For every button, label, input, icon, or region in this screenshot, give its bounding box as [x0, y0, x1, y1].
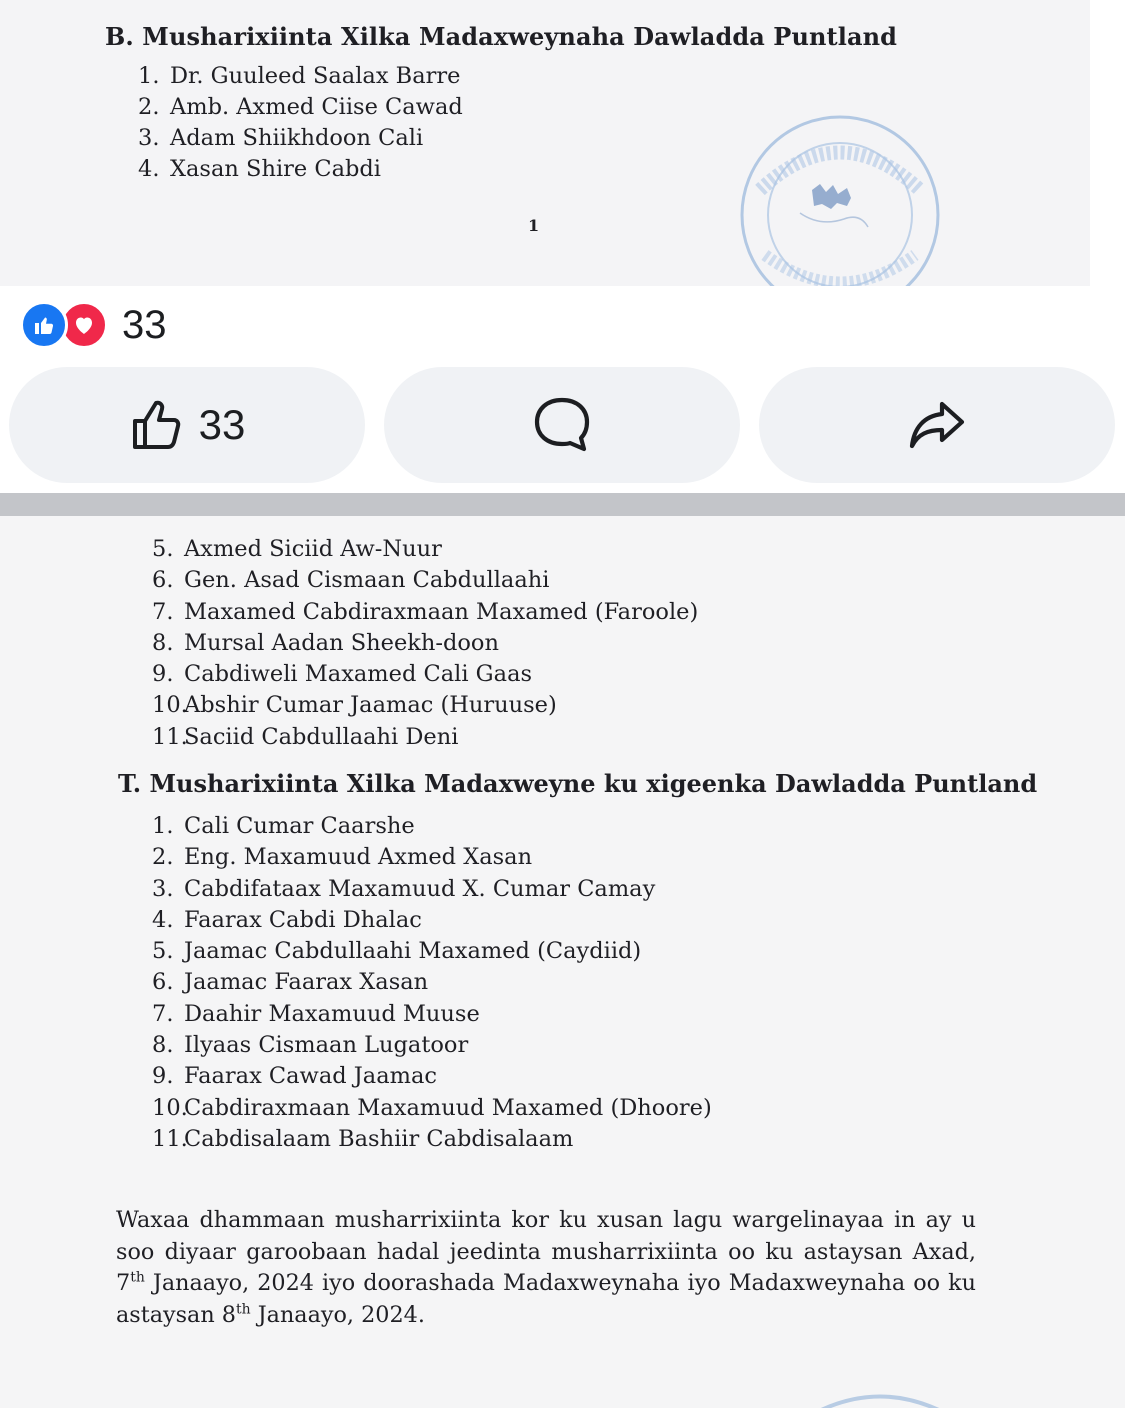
list-number: 2.: [138, 94, 160, 120]
official-stamp: [730, 95, 950, 286]
presidential-candidate-list-continued: [152, 536, 698, 755]
candidate-name: Eng. Maxamuud Axmed Xasan: [184, 844, 533, 871]
candidate-name: Cabdisalaam Bashiir Cabdisalaam: [184, 1125, 574, 1152]
candidate-name: Mursal Aadan Sheekh-doon: [184, 629, 499, 656]
list-number: 10.: [152, 1094, 188, 1121]
list-number: 8.: [152, 629, 174, 656]
candidate-name: Jaamac Cabdullaahi Maxamed (Caydiid): [184, 938, 642, 965]
heart-icon: [72, 313, 96, 337]
list-item: [152, 536, 698, 567]
presidential-candidates-heading: B. Musharixiinta Xilka Madaxweynaha Dawladda Puntland: [105, 22, 898, 51]
list-item: [138, 156, 463, 187]
list-number: 9.: [152, 1063, 174, 1090]
post-reaction-bar: [0, 286, 1125, 493]
list-number: 3.: [152, 875, 174, 902]
candidate-name: Maxamed Cabdiraxmaan Maxamed (Faroole): [184, 598, 699, 625]
list-number: 2.: [152, 844, 174, 871]
document-page-top: [0, 0, 1090, 286]
list-item: [152, 724, 698, 755]
closing-text: Janaayo, 2024.: [250, 1301, 425, 1328]
thumbs-up-icon: [32, 313, 56, 337]
list-item: [152, 1063, 712, 1094]
list-item: [152, 1001, 712, 1032]
list-number: 11.: [152, 723, 188, 750]
list-number: 7.: [152, 1000, 174, 1027]
closing-text: Waxaa dhammaan musharrixiinta kor ku xusan lagu wargelinayaa in ay u soo diyaar garoobaan hadal jeedinta musharrixiinta oo ku astaysan Axad, 7: [116, 1207, 976, 1296]
list-number: 8.: [152, 1032, 174, 1059]
list-number: 4.: [152, 906, 174, 933]
closing-text: Janaayo, 2024 iyo doorashada Madaxweynaha iyo Madaxweynaha oo ku astaysan 8: [116, 1270, 976, 1328]
list-number: 11.: [152, 1125, 188, 1152]
like-button[interactable]: [9, 367, 365, 483]
list-item: [152, 876, 712, 907]
list-item: [138, 63, 463, 94]
list-item: [152, 1126, 712, 1157]
like-count: 33: [198, 401, 246, 448]
list-number: 6.: [152, 567, 174, 594]
share-arrow-icon: [906, 394, 968, 456]
document-page-bottom: [0, 516, 1125, 1408]
list-number: 1.: [152, 813, 174, 839]
list-item: [138, 125, 463, 156]
candidate-name: Jaamac Faarax Xasan: [184, 969, 429, 996]
list-item: [152, 969, 712, 1000]
candidate-name: Gen. Asad Cismaan Cabdullaahi: [184, 567, 550, 594]
candidate-name: Cabdiweli Maxamed Cali Gaas: [184, 661, 533, 688]
list-number: 5.: [152, 536, 174, 562]
candidate-name: Cali Cumar Caarshe: [184, 813, 415, 839]
list-item: [152, 938, 712, 969]
candidate-name: Dr. Guuleed Saalax Barre: [170, 63, 461, 89]
candidate-name: Daahir Maxamuud Muuse: [184, 1000, 480, 1027]
candidate-name: Saciid Cabdullaahi Deni: [184, 723, 459, 750]
candidate-name: Amb. Axmed Ciise Cawad: [170, 94, 463, 120]
ordinal-suffix: th: [235, 1301, 251, 1318]
speech-bubble-icon: [531, 394, 593, 456]
candidate-name: Faarax Cawad Jaamac: [184, 1063, 437, 1090]
list-item: [152, 692, 698, 723]
list-item: [152, 1032, 712, 1063]
list-number: 7.: [152, 598, 174, 625]
closing-paragraph: [116, 1205, 976, 1331]
candidate-name: Adam Shiikhdoon Cali: [170, 125, 424, 151]
candidate-name: Ilyaas Cismaan Lugatoor: [184, 1032, 469, 1059]
list-item: [152, 907, 712, 938]
comment-button[interactable]: [384, 367, 740, 483]
list-item: [152, 813, 712, 844]
candidate-name: Cabdiraxmaan Maxamuud Maxamed (Dhoore): [184, 1094, 712, 1121]
page-number: 1: [528, 216, 540, 235]
list-number: 4.: [138, 156, 160, 182]
list-number: 6.: [152, 969, 174, 996]
reaction-summary[interactable]: [20, 299, 167, 351]
list-number: 5.: [152, 938, 174, 965]
candidate-name: Faarax Cabdi Dhalac: [184, 906, 422, 933]
list-number: 9.: [152, 661, 174, 688]
vice-presidential-candidates-heading: T. Musharixiinta Xilka Madaxweyne ku xigeenka Dawladda Puntland: [118, 769, 1038, 798]
list-item: [138, 94, 463, 125]
candidate-name: Xasan Shire Cabdi: [170, 156, 381, 182]
ordinal-suffix: th: [130, 1269, 145, 1286]
share-button[interactable]: [759, 367, 1115, 483]
official-stamp-partial: [810, 1388, 950, 1408]
list-item: [152, 599, 698, 630]
list-number: 1.: [138, 63, 160, 89]
list-item: [152, 1095, 712, 1126]
list-number: 10.: [152, 692, 188, 719]
presidential-candidate-list: [138, 63, 463, 187]
list-number: 3.: [138, 125, 160, 151]
candidate-name: Abshir Cumar Jaamac (Huruuse): [184, 692, 557, 719]
reaction-count: 33: [122, 302, 167, 347]
like-reaction-icon: [20, 301, 68, 349]
candidate-name: Cabdifataax Maxamuud X. Cumar Camay: [184, 875, 656, 902]
vice-presidential-candidate-list: [152, 813, 712, 1157]
list-item: [152, 567, 698, 598]
section-divider: [0, 493, 1125, 516]
thumbs-up-outline-icon: [129, 397, 185, 453]
list-item: [152, 844, 712, 875]
candidate-name: Axmed Siciid Aw-Nuur: [184, 536, 442, 562]
list-item: [152, 661, 698, 692]
list-item: [152, 630, 698, 661]
